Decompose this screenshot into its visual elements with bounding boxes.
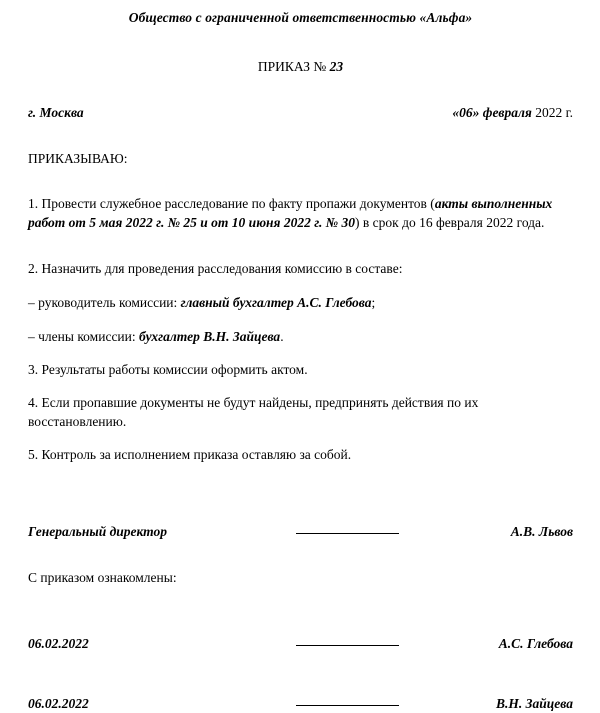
acknowledgement-row: [28, 695, 573, 713]
director-title: Генеральный директор: [28, 524, 168, 540]
commission-member-punct: .: [280, 328, 284, 344]
commission-member-name: бухгалтер В.Н. Зайцева: [139, 328, 281, 344]
date-year: 2022 г.: [531, 104, 573, 120]
organization-title: Общество с ограниченной ответственностью «Альфа»: [128, 10, 473, 25]
date-day-month: «06» февраля: [452, 104, 532, 120]
place-date-row: [28, 105, 573, 122]
acknowledgement-name: А.С. Глебова: [498, 635, 573, 651]
order-number: 23: [329, 58, 344, 74]
acknowledgement-date: 06.02.2022: [28, 635, 89, 651]
director-signature-row: [28, 523, 573, 541]
acknowledgement-date: 06.02.2022: [28, 695, 89, 711]
signature-line: [296, 533, 399, 534]
acknowledgement-signature-field[interactable]: [296, 695, 471, 708]
order-item-1-text-after: ) в срок до 16 февраля 2022 года.: [355, 215, 545, 231]
commission-head-label: – руководитель комиссии:: [28, 295, 181, 311]
commission-member-label: – члены комиссии:: [28, 328, 140, 344]
commission-member-line: [28, 327, 573, 347]
acknowledgement-heading: С приказом ознакомлены:: [28, 569, 177, 585]
commission-head-punct: ;: [371, 295, 376, 311]
order-item-5: 5. Контроль за исполнением приказа оставляю за собой.: [28, 447, 352, 463]
order-item-1-emphasis: акты выполненных работ от 5 мая 2022 г. № 25 и от 10 июня 2022 г. № 30: [28, 195, 553, 231]
order-item-2: 2. Назначить для проведения расследования комиссию в составе:: [28, 261, 403, 277]
place-of-issue: г. Москва: [28, 104, 84, 120]
acknowledgement-signature-field[interactable]: [296, 635, 471, 648]
commission-head-name: главный бухгалтер А.С. Глебова: [180, 295, 372, 311]
order-item-1: [28, 194, 573, 234]
date-of-issue: [452, 105, 573, 122]
signature-line: [296, 645, 399, 646]
commission-head-line: [28, 293, 573, 313]
order-item-4: 4. Если пропавшие документы не будут найдены, предпринять действия по их восстановлению.: [28, 394, 479, 430]
acknowledgement-name: В.Н. Зайцева: [496, 695, 573, 711]
signature-line: [296, 705, 399, 706]
command-word: ПРИКАЗЫВАЮ:: [28, 150, 128, 166]
order-heading-label: ПРИКАЗ №: [257, 58, 330, 74]
order-item-3: 3. Результаты работы комиссии оформить актом.: [28, 361, 308, 377]
order-heading: [28, 59, 573, 76]
order-item-1-text-before: 1. Провести служебное расследование по факту пропажи документов (: [28, 195, 435, 211]
acknowledgement-row: [28, 635, 573, 653]
director-name: А.В. Львов: [510, 524, 573, 540]
director-signature-field[interactable]: [296, 523, 471, 536]
